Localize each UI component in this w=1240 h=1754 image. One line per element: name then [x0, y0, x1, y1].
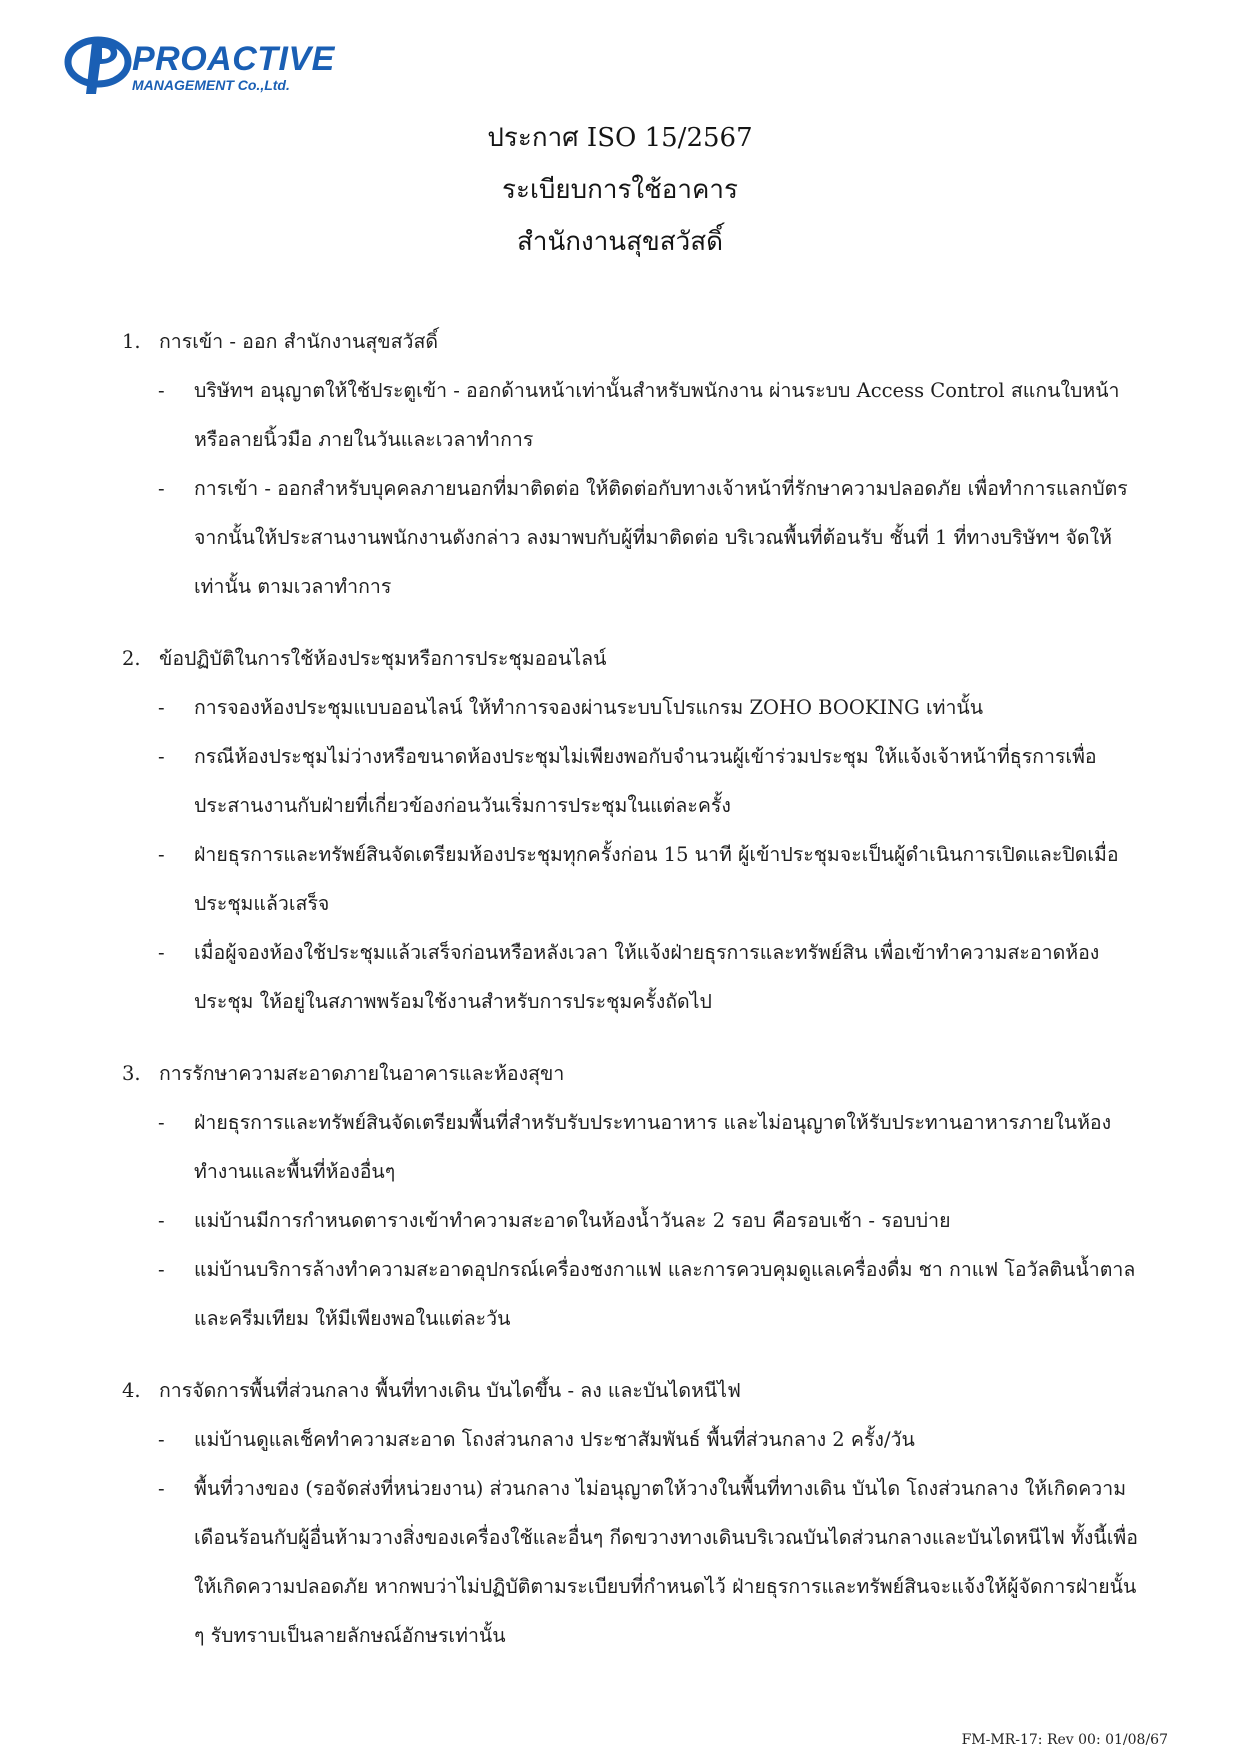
section-1 — [122, 318, 1152, 611]
dash-bullet: - — [158, 1258, 165, 1281]
section-4 — [122, 1367, 1152, 1660]
document-body — [122, 318, 1152, 1684]
section-items — [122, 683, 1152, 1026]
section-title: การรักษาความสะอาดภายในอาคารและห้องสุขา — [159, 1062, 565, 1085]
section-heading — [122, 1367, 1152, 1415]
section-heading — [122, 635, 1152, 683]
dash-bullet: - — [158, 941, 165, 964]
section-items — [122, 1415, 1152, 1660]
dash-bullet: - — [158, 379, 165, 402]
regulation-title: ระเบียบการใช้อาคาร — [502, 175, 738, 205]
dash-bullet: - — [158, 843, 165, 866]
section-3 — [122, 1050, 1152, 1343]
item-text: แม่บ้านมีการกำหนดตารางเข้าทำความสะอาดในห้องน้ำวันละ 2 รอบ คือรอบเช้า - รอบบ่าย — [194, 1209, 951, 1232]
section-2 — [122, 635, 1152, 1026]
item-text: พื้นที่วางของ (รอจัดส่งที่หน่วยงาน) ส่วนกลาง ไม่อนุญาตให้วางในพื้นที่ทางเดิน บันได โถงส่วนกลาง ให้เกิดความเดือนร้อนกับผู้อื่นห้ามวางสิ่งของเครื่องใช้และอื่นๆ กีดขวางทางเดินบริเวณบันไดส่วนกลางและบันไดหนีไฟ ทั้งนี้เพื่อให้เกิดความปลอดภัย หากพบว่าไม่ปฏิบัติตามระเบียบที่กำหนดไว้ ฝ่ายธุรการและทรัพย์สินจะแจ้งให้ผู้จัดการฝ่ายนั้น ๆ รับทราบเป็นลายลักษณ์อักษรเท่านั้น — [194, 1477, 1138, 1647]
dash-bullet: - — [158, 1209, 165, 1232]
list-item — [122, 464, 1152, 611]
form-code-footer: FM-MR-17: Rev 00: 01/08/67 — [961, 1732, 1168, 1748]
list-item — [122, 1098, 1152, 1196]
dash-bullet: - — [158, 477, 165, 500]
item-text: บริษัทฯ อนุญาตให้ใช้ประตูเข้า - ออกด้านหน้าเท่านั้นสำหรับพนักงาน ผ่านระบบ Access Control สแกนใบหน้าหรือลายนิ้วมือ ภายในวันและเวลาทำการ — [194, 379, 1120, 451]
dash-bullet: - — [158, 696, 165, 719]
document-titles — [0, 112, 1240, 268]
logo-subtext: MANAGEMENT Co.,Ltd. — [132, 77, 290, 93]
item-text: แม่บ้านดูแลเช็คทำความสะอาด โถงส่วนกลาง ประชาสัมพันธ์ พื้นที่ส่วนกลาง 2 ครั้ง/วัน — [194, 1428, 915, 1451]
list-item — [122, 928, 1152, 1026]
section-number: 1. — [122, 330, 141, 353]
announcement-title: ประกาศ ISO 15/2567 — [487, 123, 753, 153]
item-text: การเข้า - ออกสำหรับบุคคลภายนอกที่มาติดต่อ ให้ติดต่อกับทางเจ้าหน้าที่รักษาความปลอดภัย เพื่อทำการแลกบัตร จากนั้นให้ประสานงานพนักงานดังกล่าว ลงมาพบกับผู้ที่มาติดต่อ บริเวณพื้นที่ต้อนรับ ชั้นที่ 1 ที่ทางบริษัทฯ จัดให้เท่านั้น ตามเวลาทำการ — [194, 477, 1128, 598]
list-item — [122, 732, 1152, 830]
section-number: 2. — [122, 647, 141, 670]
section-title: การจัดการพื้นที่ส่วนกลาง พื้นที่ทางเดิน บันไดขึ้น - ลง และบันไดหนีไฟ — [159, 1379, 741, 1402]
section-number: 3. — [122, 1062, 141, 1085]
list-item — [122, 366, 1152, 464]
list-item — [122, 830, 1152, 928]
logo-mark-icon — [62, 28, 132, 100]
section-title: ข้อปฏิบัติในการใช้ห้องประชุมหรือการประชุมออนไลน์ — [159, 647, 607, 670]
item-text: กรณีห้องประชุมไม่ว่างหรือขนาดห้องประชุมไม่เพียงพอกับจำนวนผู้เข้าร่วมประชุม ให้แจ้งเจ้าหน้าที่ธุรการเพื่อประสานงานกับฝ่ายที่เกี่ยวข้องก่อนวันเริ่มการประชุมในแต่ละครั้ง — [194, 745, 1097, 817]
dash-bullet: - — [158, 1428, 165, 1451]
section-title: การเข้า - ออก สำนักงานสุขสวัสดิ์ — [159, 330, 439, 353]
logo-text: PROACTIVE — [132, 40, 335, 78]
item-text: การจองห้องประชุมแบบออนไลน์ ให้ทำการจองผ่านระบบโปรแกรม ZOHO BOOKING เท่านั้น — [194, 696, 984, 719]
list-item — [122, 1196, 1152, 1245]
list-item — [122, 1415, 1152, 1464]
section-heading — [122, 1050, 1152, 1098]
item-text: ฝ่ายธุรการและทรัพย์สินจัดเตรียมห้องประชุมทุกครั้งก่อน 15 นาที ผู้เข้าประชุมจะเป็นผู้ดำเนินการเปิดและปิดเมื่อประชุมแล้วเสร็จ — [194, 843, 1119, 915]
section-items — [122, 366, 1152, 611]
dash-bullet: - — [158, 1477, 165, 1500]
section-heading — [122, 318, 1152, 366]
dash-bullet: - — [158, 745, 165, 768]
section-items — [122, 1098, 1152, 1343]
dash-bullet: - — [158, 1111, 165, 1134]
company-logo — [62, 28, 335, 100]
item-text: ฝ่ายธุรการและทรัพย์สินจัดเตรียมพื้นที่สำหรับรับประทานอาหาร และไม่อนุญาตให้รับประทานอาหารภายในห้องทำงานและพื้นที่ห้องอื่นๆ — [194, 1111, 1112, 1183]
item-text: เมื่อผู้จองห้องใช้ประชุมแล้วเสร็จก่อนหรือหลังเวลา ให้แจ้งฝ่ายธุรการและทรัพย์สิน เพื่อเข้าทำความสะอาดห้องประชุม ให้อยู่ในสภาพพร้อมใช้งานสำหรับการประชุมครั้งถัดไป — [194, 941, 1100, 1013]
item-text: แม่บ้านบริการล้างทำความสะอาดอุปกรณ์เครื่องชงกาแฟ และการควบคุมดูแลเครื่องดื่ม ชา กาแฟ โอวัลตินน้ำตาล และครีมเทียม ให้มีเพียงพอในแต่ละวัน — [194, 1258, 1136, 1330]
list-item — [122, 1464, 1152, 1660]
section-number: 4. — [122, 1379, 141, 1402]
list-item — [122, 683, 1152, 732]
list-item — [122, 1245, 1152, 1343]
office-title: สำนักงานสุขสวัสดิ์ — [517, 227, 723, 257]
